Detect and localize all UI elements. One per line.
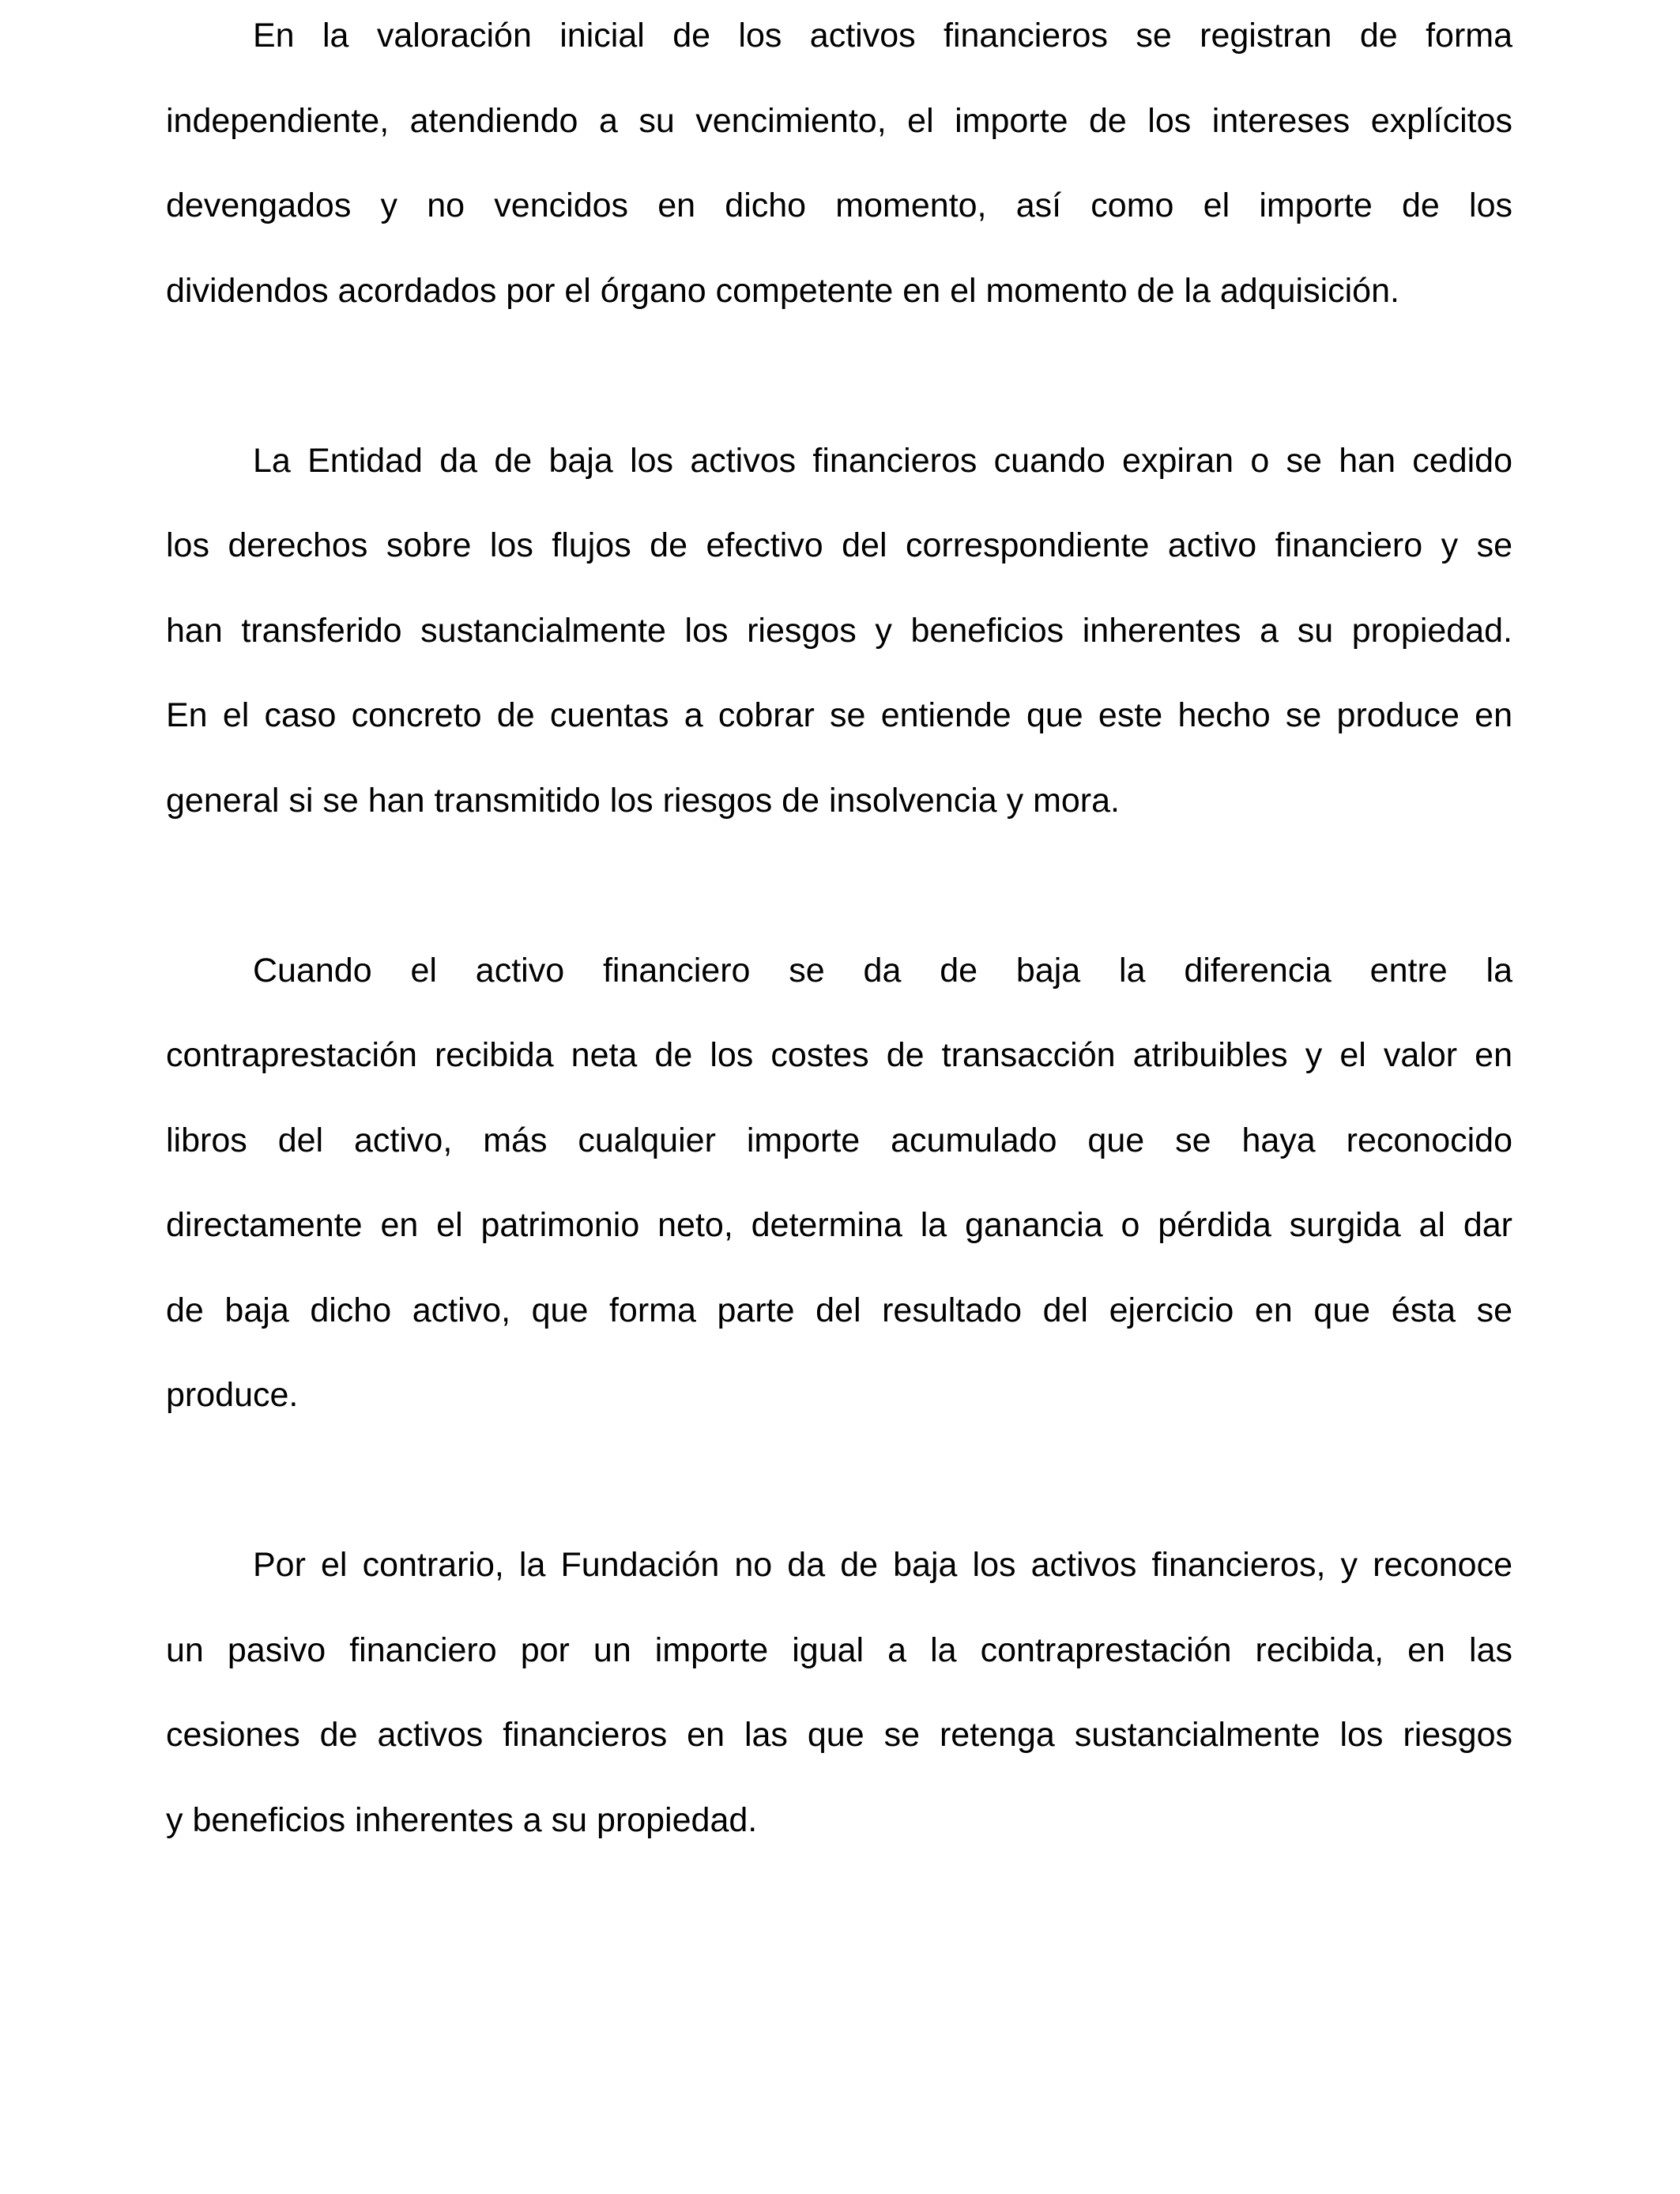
paragraph-line: general si se han transmitido los riesgos de insolvencia y mora.	[166, 781, 1120, 820]
paragraph-line: libros del activo, más cualquier importe acumulado que se haya reconocido	[166, 1121, 1512, 1159]
paragraph-line: La Entidad da de baja los activos financieros cuando expiran o se han cedido	[253, 441, 1512, 480]
paragraph-line: dividendos acordados por el órgano competente en el momento de la adquisición.	[166, 271, 1399, 310]
paragraph-line: cesiones de activos financieros en las que se retenga sustancialmente los riesgos	[166, 1716, 1512, 1754]
paragraph-retained-risk	[166, 1523, 1512, 1863]
paragraph-line: los derechos sobre los flujos de efectivo del correspondiente activo financiero y se	[166, 526, 1512, 564]
paragraph-line: y beneficios inherentes a su propiedad.	[166, 1800, 758, 1839]
paragraph-line: contraprestación recibida neta de los costes de transacción atribuibles y el valor en	[166, 1036, 1512, 1074]
paragraph-line: un pasivo financiero por un importe igual a la contraprestación recibida, en las	[166, 1630, 1512, 1669]
paragraph-line: Cuando el activo financiero se da de baja la diferencia entre la	[253, 951, 1512, 990]
paragraph-line: devengados y no vencidos en dicho momento, así como el importe de los	[166, 187, 1512, 224]
paragraph-line: produce.	[166, 1376, 299, 1414]
paragraph-line: de baja dicho activo, que forma parte del resultado del ejercicio en que ésta se	[166, 1291, 1512, 1329]
paragraph-line: En el caso concreto de cuentas a cobrar se entiende que este hecho se produce en	[166, 696, 1512, 734]
paragraph-line: Por el contrario, la Fundación no da de baja los activos financieros, y reconoce	[253, 1546, 1512, 1584]
paragraph-initial-valuation	[166, 0, 1512, 334]
paragraph-line: han transferido sustancialmente los riesgos y beneficios inherentes a su propiedad.	[166, 611, 1512, 650]
paragraph-line: directamente en el patrimonio neto, determina la ganancia o pérdida surgida al dar	[166, 1206, 1512, 1244]
paragraph-line: En la valoración inicial de los activos financieros se registran de forma	[253, 17, 1512, 55]
paragraph-derecognition	[166, 419, 1512, 844]
paragraph-gain-loss	[166, 929, 1512, 1438]
document-body	[166, 0, 1512, 1863]
paragraph-line: independiente, atendiendo a su vencimiento, el importe de los intereses explícitos	[166, 101, 1512, 140]
